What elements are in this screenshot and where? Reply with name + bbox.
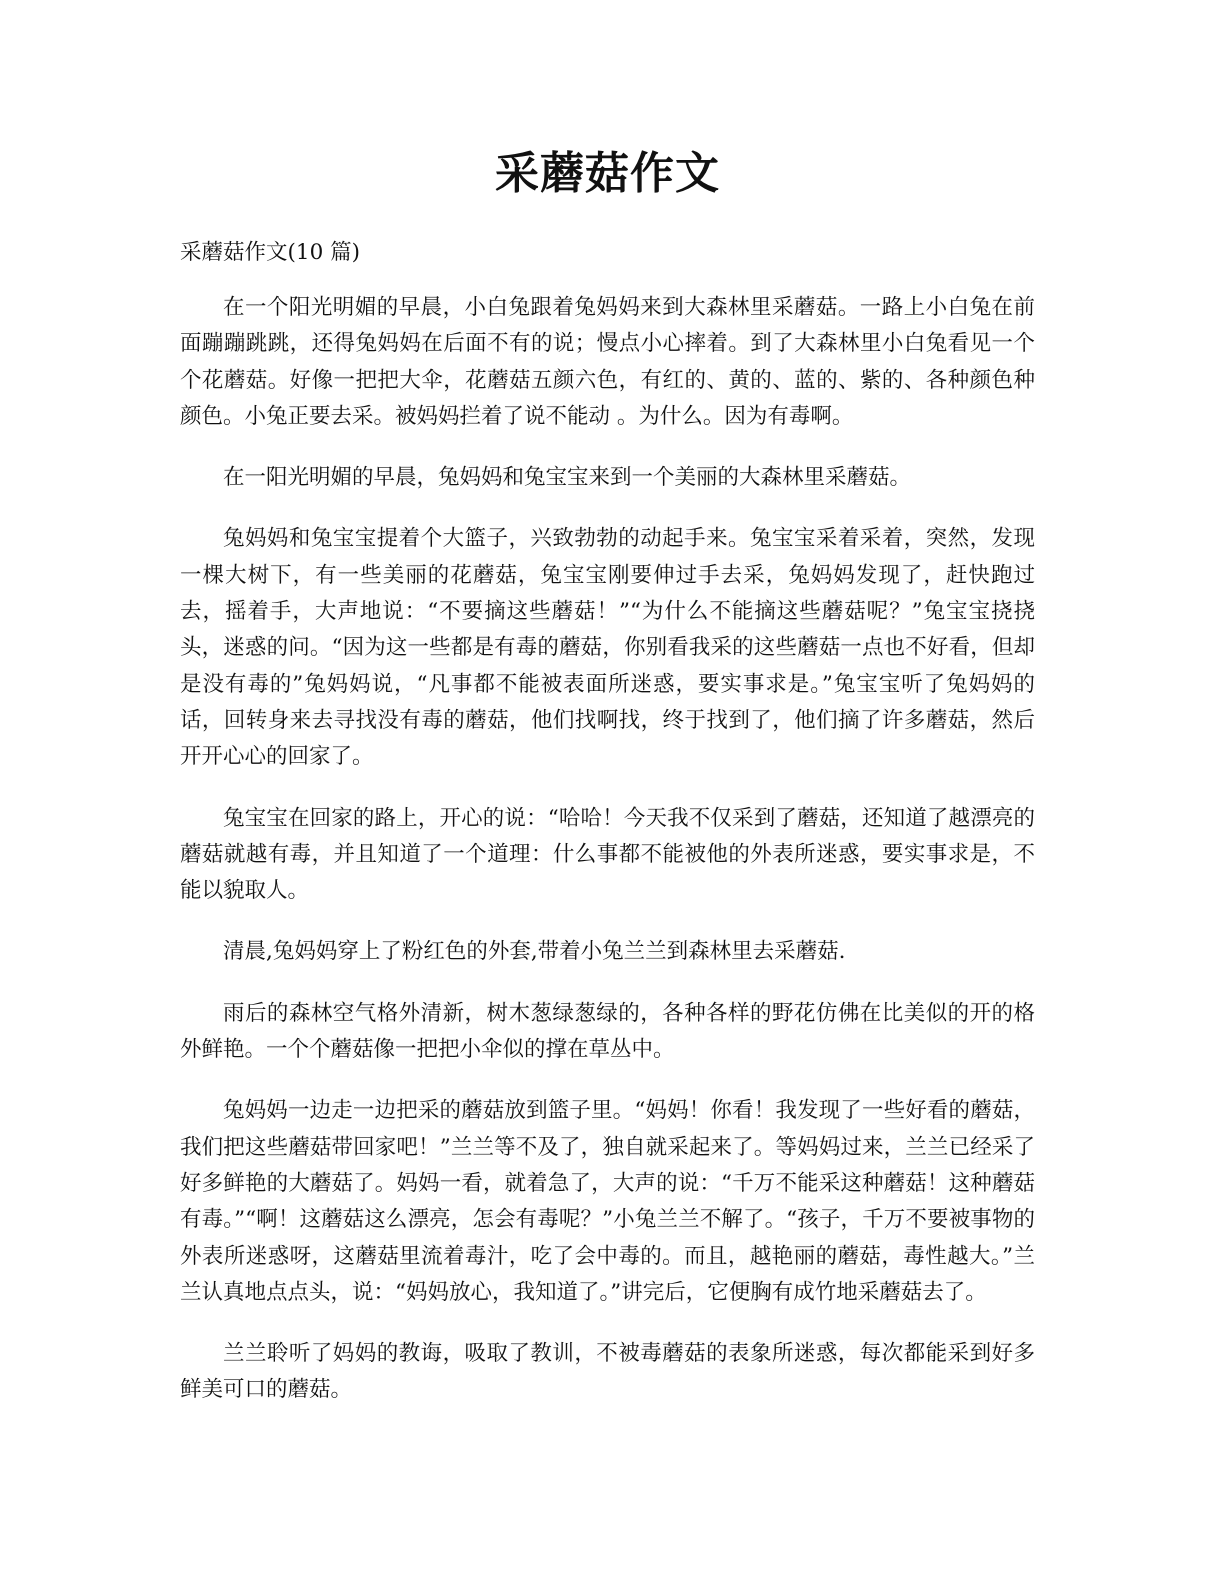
paragraph: 兔妈妈和兔宝宝提着个大篮子，兴致勃勃的动起手来。兔宝宝采着采着，突然，发现一棵大树下，有一些美丽的花蘑菇，兔宝宝刚要伸过手去采，兔妈妈发现了，赶快跑过去，摇着手，大声地说：“不要摘这些蘑菇！”“为什么不能摘这些蘑菇呢？”兔宝宝挠挠头，迷惑的问。“因为这一些都是有毒的蘑菇，你别看我采的这些蘑菇一点也不好看，但却是没有毒的”兔妈妈说，“凡事都不能被表面所迷惑，要实事求是。”兔宝宝听了兔妈妈的话，回转身来去寻找没有毒的蘑菇，他们找啊找，终于找到了，他们摘了许多蘑菇，然后开开心心的回家了。: [180, 526, 1035, 770]
paragraph: 雨后的森林空气格外清新，树木葱绿葱绿的，各种各样的野花仿佛在比美似的开的格外鲜艳。一个个蘑菇像一把把小伞似的撑在草丛中。: [180, 1000, 1035, 1063]
paragraph: 兔宝宝在回家的路上，开心的说：“哈哈！今天我不仅采到了蘑菇，还知道了越漂亮的蘑菇就越有毒，并且知道了一个道理：什么事都不能被他的外表所迷惑，要实事求是，不能以貌取人。: [180, 805, 1035, 904]
paragraph: 清晨,兔妈妈穿上了粉红色的外套,带着小兔兰兰到森林里去采蘑菇.: [223, 939, 846, 965]
document-page: [180, 0, 1035, 1409]
paragraph: 在一阳光明媚的早晨，兔妈妈和兔宝宝来到一个美丽的大森林里采蘑菇。: [223, 465, 912, 491]
paragraph: 兰兰聆听了妈妈的教诲，吸取了教训，不被毒蘑菇的表象所迷惑，每次都能采到好多鲜美可口的蘑菇。: [180, 1341, 1035, 1403]
document-title: 采蘑菇作文: [495, 148, 720, 199]
paragraph: 在一个阳光明媚的早晨，小白兔跟着兔妈妈来到大森林里采蘑菇。一路上小白兔在前面蹦蹦跳跳，还得兔妈妈在后面不有的说；慢点小心摔着。到了大森林里小白兔看见一个个花蘑菇。好像一把把大伞，花蘑菇五颜六色，有红的、黄的、蓝的、紫的、各种颜色种颜色。小兔正要去采。被妈妈拦着了说不能动 。为什么。因为有毒啊。: [180, 295, 1035, 429]
paragraph: 兔妈妈一边走一边把采的蘑菇放到篮子里。“妈妈！你看！我发现了一些好看的蘑菇，我们把这些蘑菇带回家吧！”兰兰等不及了，独自就采起来了。等妈妈过来，兰兰已经采了好多鲜艳的大蘑菇了。妈妈一看，就着急了，大声的说：“千万不能采这种蘑菇！这种蘑菇有毒。”“啊！这蘑菇这么漂亮，怎会有毒呢？”小兔兰兰不解了。“孩子，千万不要被事物的外表所迷惑呀，这蘑菇里流着毒汁，吃了会中毒的。而且，越艳丽的蘑菇，毒性越大。”兰兰认真地点点头，说：“妈妈放心，我知道了。”讲完后，它便胸有成竹地采蘑菇去了。: [180, 1098, 1035, 1305]
document-subtitle: 采蘑菇作文(10 篇): [180, 240, 360, 265]
